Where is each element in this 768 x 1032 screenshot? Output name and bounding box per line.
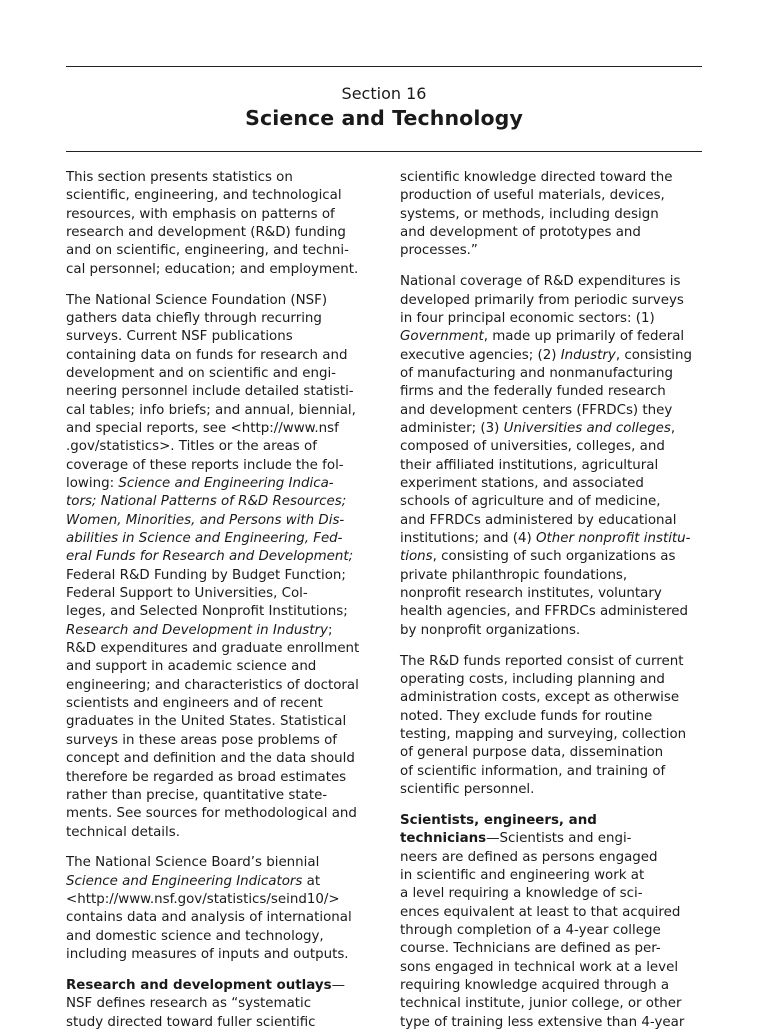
text-line: schools of agriculture and of medicine, (400, 494, 661, 510)
text-line: processes.” (400, 243, 478, 259)
text-line: and support in academic science and (66, 659, 317, 675)
top-rule (66, 66, 702, 67)
text-line: and development of prototypes and (400, 225, 641, 241)
text-line: gathers data chiefly through recurring (66, 310, 322, 326)
text-line: tors; National Patterns of R&D Resources; (66, 494, 347, 510)
text-line: a level requiring a knowledge of sci- (400, 886, 643, 902)
text-line: technical institute, junior college, or other (400, 996, 682, 1012)
paragraph-gap (400, 799, 704, 812)
text-line: neering personnel include detailed statisti- (66, 384, 354, 400)
text-line: rather than precise, quantitative state- (66, 787, 328, 803)
text-line: firms and the federally funded research (400, 384, 666, 400)
text-line: The National Science Foundation (NSF) (66, 292, 328, 308)
text-line: study directed toward fuller scientific (66, 1014, 316, 1030)
text-line: requiring knowledge acquired through a (400, 977, 670, 993)
text-line: in scientific and engineering work at (400, 867, 645, 883)
text-line: Science and Engineering Indicators at (66, 873, 321, 889)
text-line: This section presents statistics on (66, 170, 293, 185)
text-line: NSF defines research as “systematic (66, 996, 312, 1012)
text-line: administration costs, except as otherwise (400, 690, 680, 706)
text-line: their affiliated institutions, agricultural (400, 457, 659, 473)
text-line: systems, or methods, including design (400, 206, 659, 222)
paragraph-gap (66, 842, 370, 855)
paragraph-gap (66, 279, 370, 292)
paragraph-gap (66, 964, 370, 977)
text-line: National coverage of R&D expenditures is (400, 274, 681, 290)
text-line: eral Funds for Research and Development; (66, 549, 354, 565)
text-line: scientific personnel. (400, 782, 535, 797)
text-line: Scientists, engineers, and (400, 812, 597, 828)
text-line: through completion of a 4-year college (400, 922, 661, 938)
title-rule (66, 151, 702, 152)
text-line: executive agencies; (2) Industry, consisting (400, 347, 692, 363)
page-title: Science and Technology (245, 106, 523, 130)
text-line: The National Science Board’s biennial (66, 855, 320, 871)
text-line: health agencies, and FFRDCs administered (400, 604, 689, 620)
text-line: production of useful materials, devices, (400, 188, 665, 204)
text-line: in four principal economic sectors: (1) (400, 310, 655, 326)
text-line: Federal R&D Funding by Budget Function; (66, 567, 346, 583)
text-line: operating costs, including planning and (400, 671, 665, 687)
text-line: resources, with emphasis on patterns of (66, 206, 335, 222)
text-line: The R&D funds reported consist of current (400, 653, 684, 669)
text-line: contains data and analysis of international (66, 910, 352, 926)
text-line: administer; (3) Universities and colleges, (400, 420, 676, 436)
text-line: technical details. (66, 824, 180, 840)
text-line: nonprofit research institutes, voluntary (400, 586, 662, 602)
text-line: and on scientific, engineering, and techni- (66, 243, 349, 259)
text-line: testing, mapping and surveying, collection (400, 726, 687, 742)
text-line: development and on scientific and engi- (66, 365, 337, 381)
text-line: .gov/statistics>. Titles or the areas of (66, 439, 317, 455)
text-line: scientists and engineers and of recent (66, 696, 323, 712)
right-column (400, 169, 704, 1032)
text-line: Research and development outlays— (66, 977, 345, 993)
text-line: tions, consisting of such organizations as (400, 549, 676, 565)
text-line: containing data on funds for research and (66, 347, 348, 363)
text-line: of manufacturing and nonmanufacturing (400, 365, 673, 381)
text-line: Women, Minorities, and Persons with Dis- (66, 512, 345, 528)
text-line: and special reports, see <http://www.nsf (66, 420, 339, 436)
text-line: by nonprofit organizations. (400, 622, 581, 638)
text-line: noted. They exclude funds for routine (400, 708, 653, 724)
text-line: cal tables; info briefs; and annual, biennial, (66, 402, 356, 418)
text-line: lowing: Science and Engineering Indica- (66, 476, 334, 491)
text-line: type of training less extensive than 4-year (400, 1014, 685, 1030)
text-line: leges, and Selected Nonprofit Institutions; (66, 604, 348, 620)
paragraph-gap (400, 640, 704, 653)
text-line: ments. See sources for methodological and (66, 806, 357, 822)
text-line: institutions; and (4) Other nonprofit institu- (400, 531, 691, 547)
text-line: and domestic science and technology, (66, 928, 324, 944)
text-line: Government, made up primarily of federal (400, 329, 685, 345)
text-line: including measures of inputs and outputs. (66, 947, 349, 963)
text-line: of general purpose data, dissemination (400, 745, 664, 761)
text-line: experiment stations, and associated (400, 476, 644, 491)
text-line: course. Technicians are defined as per- (400, 941, 661, 957)
text-line: surveys in these areas pose problems of (66, 732, 338, 748)
text-line: scientific knowledge directed toward the (400, 170, 673, 185)
text-line: surveys. Current NSF publications (66, 329, 293, 345)
text-line: sons engaged in technical work at a level (400, 959, 679, 975)
text-line: Research and Development in Industry; (66, 622, 333, 638)
text-line: technicians—Scientists and engi- (400, 831, 632, 847)
text-line: ences equivalent at least to that acquired (400, 904, 681, 920)
text-line: concept and definition and the data should (66, 751, 355, 767)
text-line: engineering; and characteristics of doctoral (66, 677, 359, 693)
text-line: and FFRDCs administered by educational (400, 512, 677, 528)
text-line: developed primarily from periodic surveys (400, 292, 684, 308)
text-line: research and development (R&D) funding (66, 225, 346, 241)
section-label: Section 16 (341, 84, 427, 103)
text-line: <http://www.nsf.gov/statistics/seind10/> (66, 892, 340, 908)
text-line: of scientific information, and training of (400, 763, 666, 779)
text-line: and development centers (FFRDCs) they (400, 402, 673, 418)
text-line: therefore be regarded as broad estimates (66, 769, 347, 785)
text-line: private philanthropic foundations, (400, 567, 628, 583)
text-line: Federal Support to Universities, Col- (66, 586, 308, 602)
text-line: graduates in the United States. Statistical (66, 714, 347, 730)
paragraph-gap (400, 261, 704, 274)
text-line: neers are defined as persons engaged (400, 849, 658, 865)
text-line: R&D expenditures and graduate enrollment (66, 641, 360, 657)
text-line: coverage of these reports include the fol- (66, 457, 344, 473)
left-column (66, 169, 370, 1032)
text-line: cal personnel; education; and employment. (66, 261, 359, 277)
text-line: composed of universities, colleges, and (400, 439, 665, 455)
text-line: abilities in Science and Engineering, Fed- (66, 531, 343, 547)
text-line: scientific, engineering, and technological (66, 188, 342, 204)
